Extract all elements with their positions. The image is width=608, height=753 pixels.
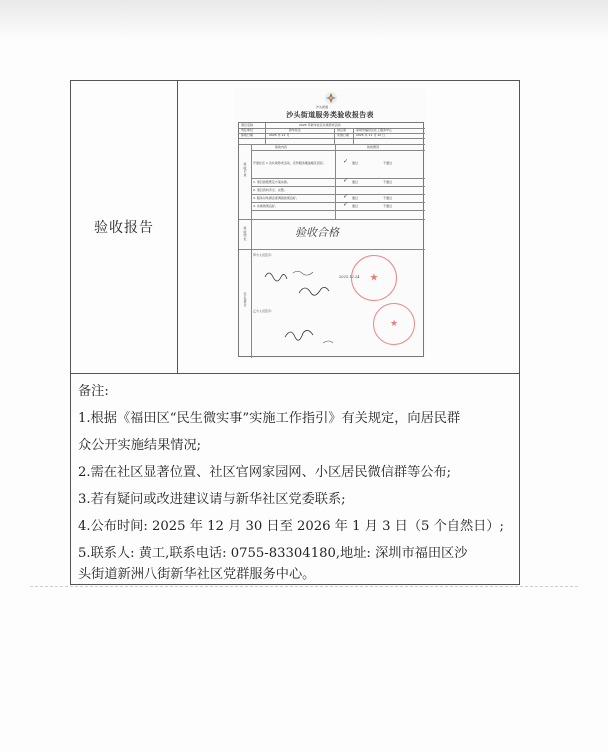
- check-mark-icon: ✓: [343, 177, 349, 184]
- hdr-impl-label: 实施日期: [337, 133, 350, 137]
- section-signature: 签名盖章: [243, 292, 247, 307]
- hdr-supplier-label: 供应商: [337, 128, 347, 132]
- note-line: 5.联系人: 黄工,联系电话: 0755-83304180,地址: 深圳市福田区沙: [78, 546, 468, 561]
- scan-shadow: [0, 0, 608, 40]
- report-label: 验收报告: [71, 81, 178, 373]
- official-seal-icon: ★: [351, 255, 397, 301]
- hdr-project-label: 项目名称: [241, 123, 254, 127]
- fail-option: 不通过: [383, 204, 393, 208]
- notes-heading: 备注:: [78, 384, 109, 399]
- pass-option: 通过: [352, 196, 359, 200]
- check-mark-icon: ✓: [343, 201, 349, 208]
- hdr-impl-value: 2025 年 11 月 12 日: [356, 133, 386, 137]
- fail-option: 不通过: [383, 161, 393, 165]
- org-logo-text: 沙头街道: [316, 105, 329, 109]
- report-row: [71, 81, 519, 374]
- check-mark-icon: ✓: [343, 158, 349, 165]
- hdr-project-value: 2025 年新华社区共建养老活动: [299, 123, 341, 127]
- note-line: 众公开实施结果情况;: [78, 438, 202, 453]
- hdr-unit-label: 责任单位: [241, 128, 254, 132]
- sign-date: 2025.12.24: [339, 275, 360, 279]
- fail-option: 不通过: [383, 196, 393, 200]
- note-line: 1.根据《福田区“民生微实事”实施工作指引》有关规定，向居民群: [78, 411, 461, 426]
- check-mark-icon: ✓: [343, 193, 349, 200]
- section-record: 验收记录: [243, 162, 247, 177]
- note-line: 4.公布时间: 2025 年 12 月 30 日至 2026 年 1 月 3 日（5 个自然日）;: [78, 519, 505, 534]
- conclusion-handwriting: 验收合格: [295, 226, 339, 239]
- item-5: 4. 实施效果良好。: [253, 204, 278, 208]
- col-status-header: 验收情况: [367, 145, 380, 149]
- scan-fold-line: [30, 586, 578, 588]
- item-4: 3. 服务对象满意度调查结果良好。: [253, 196, 299, 200]
- announcement-table: [70, 80, 520, 585]
- hdr-date-value: 2025 年 12 月: [269, 133, 290, 137]
- pass-option: 通过: [352, 180, 359, 184]
- notes-section: [71, 374, 519, 584]
- official-seal-icon: ★: [373, 303, 415, 345]
- report-form: [238, 122, 424, 357]
- hdr-date-label: 验收日期: [241, 133, 254, 137]
- party-b-label: 乙方人员签字：: [253, 309, 275, 313]
- hdr-unit-value: 新华社区: [289, 128, 302, 132]
- col-content-header: 验收内容: [275, 145, 288, 149]
- report-title: 沙头街道服务类验收报告表: [286, 111, 374, 119]
- fail-option: 不通过: [383, 180, 393, 184]
- note-line: 2.需在社区显著位置、社区官网家园网、小区居民微信群等公布;: [78, 465, 452, 480]
- pass-option: 通过: [352, 161, 359, 165]
- pass-option: 通过: [352, 204, 359, 208]
- note-line: 头街道新洲八街新华社区党群服务中心。: [78, 567, 316, 582]
- party-a-label: 甲方人员签字：: [253, 253, 275, 257]
- item-1: 开展社区 1 次共建养老活动，宣传服务覆盖辖区居民。: [253, 161, 326, 165]
- item-3: 2. 项目资料齐全、完整。: [253, 188, 287, 192]
- section-conclusion: 验收结论: [243, 226, 247, 241]
- note-line: 3.若有疑问或改进建议请与新华社区党委联系;: [78, 492, 346, 507]
- embedded-acceptance-report: [234, 89, 426, 359]
- embedded-report-cell: [178, 81, 519, 373]
- item-2: 1. 项目按照既定方案实施。: [253, 180, 290, 184]
- hdr-supplier-value: 深圳市福田区社工服务中心: [356, 128, 393, 132]
